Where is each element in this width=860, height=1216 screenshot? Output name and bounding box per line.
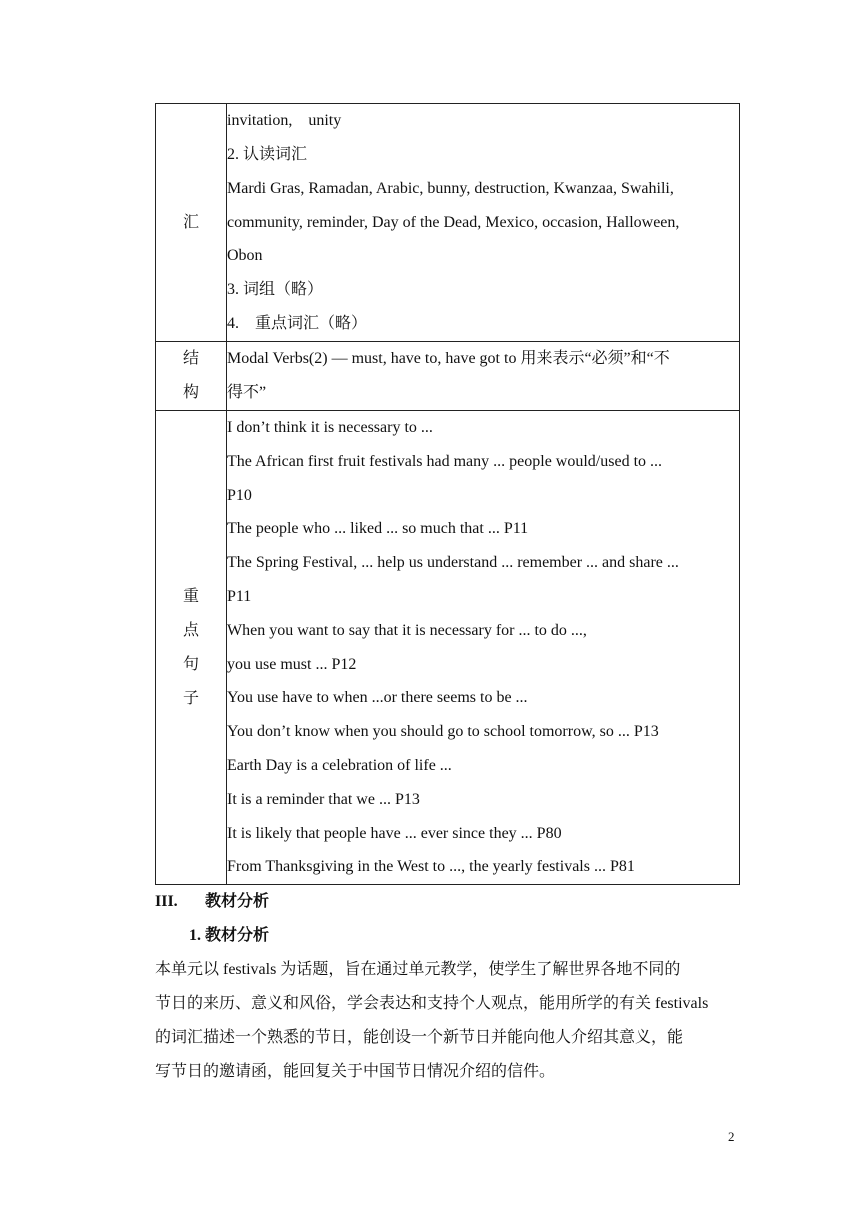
content-line: 得不”	[227, 384, 267, 401]
content-line: 4. 重点词汇（略）	[227, 314, 368, 332]
content-line: 2. 认读词汇	[227, 146, 308, 163]
content-line: It is likely that people have ... ever since they ... P80	[227, 824, 562, 842]
row-label-char: 重	[182, 587, 199, 605]
row-content	[227, 342, 740, 411]
section-number: III.	[155, 893, 178, 910]
paragraph-line: 的词汇描述一个熟悉的节日，能创设一个新节日并能向他人介绍其意义，能	[155, 1029, 684, 1046]
content-line: 3. 词组（略）	[227, 281, 324, 299]
content-line: P11	[227, 587, 252, 605]
content-line: When you want to say that it is necessary for ... to do ...,	[227, 621, 587, 639]
content-line: Earth Day is a celebration of life ...	[227, 756, 452, 774]
row-label	[156, 342, 227, 411]
content-table	[155, 103, 740, 885]
section-title: 教材分析	[205, 893, 270, 910]
row-label-char: 子	[182, 689, 199, 707]
row-label	[156, 411, 227, 885]
row-label-char: 构	[182, 384, 199, 401]
row-label-char: 句	[182, 655, 199, 673]
content-line: You use have to when ...or there seems to be ...	[227, 689, 528, 707]
content-line: P10	[227, 486, 252, 504]
content-line: The people who ... liked ... so much that ... P11	[227, 520, 529, 538]
row-label-char: 结	[182, 350, 199, 367]
content-line: invitation, unity	[227, 112, 342, 130]
row-content	[227, 104, 740, 342]
row-label-char: 汇	[182, 213, 199, 231]
paragraph-line: 节日的来历、意义和风俗，学会表达和支持个人观点，能用所学的有关 festivals	[155, 995, 709, 1012]
body-paragraph	[155, 953, 740, 1089]
row-label	[156, 104, 227, 342]
row-content	[227, 411, 740, 885]
content-line: I don’t think it is necessary to ...	[227, 419, 433, 436]
content-line: The Spring Festival, ... help us understand ... remember ... and share ...	[227, 554, 679, 572]
content-line: you use must ... P12	[227, 655, 357, 673]
row-label-char: 点	[182, 621, 199, 639]
paragraph-line: 写节日的邀请函，能回复关于中国节日情况介绍的信件。	[155, 1063, 556, 1080]
content-line: Mardi Gras, Ramadan, Arabic, bunny, destruction, Kwanzaa, Swahili,	[227, 179, 674, 197]
table-row-structure	[156, 342, 740, 411]
content-line: The African first fruit festivals had many ... people would/used to ...	[227, 452, 663, 470]
content-line: Obon	[227, 247, 263, 265]
content-line: Modal Verbs(2) — must, have to, have got to 用来表示“必须”和“不	[227, 350, 670, 368]
table-row-vocabulary	[156, 104, 740, 342]
paragraph-line: 本单元以 festivals 为话题，旨在通过单元教学，使学生了解世界各地不同的	[155, 961, 681, 978]
content-line: You don’t know when you should go to school tomorrow, so ... P13	[227, 723, 659, 741]
section-heading	[155, 888, 269, 916]
content-line: It is a reminder that we ... P13	[227, 790, 420, 808]
content-line: community, reminder, Day of the Dead, Mexico, occasion, Halloween,	[227, 213, 680, 231]
subsection-heading: 1. 教材分析	[189, 927, 270, 944]
page-number: 2	[728, 1129, 735, 1144]
table-row-key-sentences	[156, 411, 740, 885]
content-line: From Thanksgiving in the West to ..., the yearly festivals ... P81	[227, 858, 635, 876]
